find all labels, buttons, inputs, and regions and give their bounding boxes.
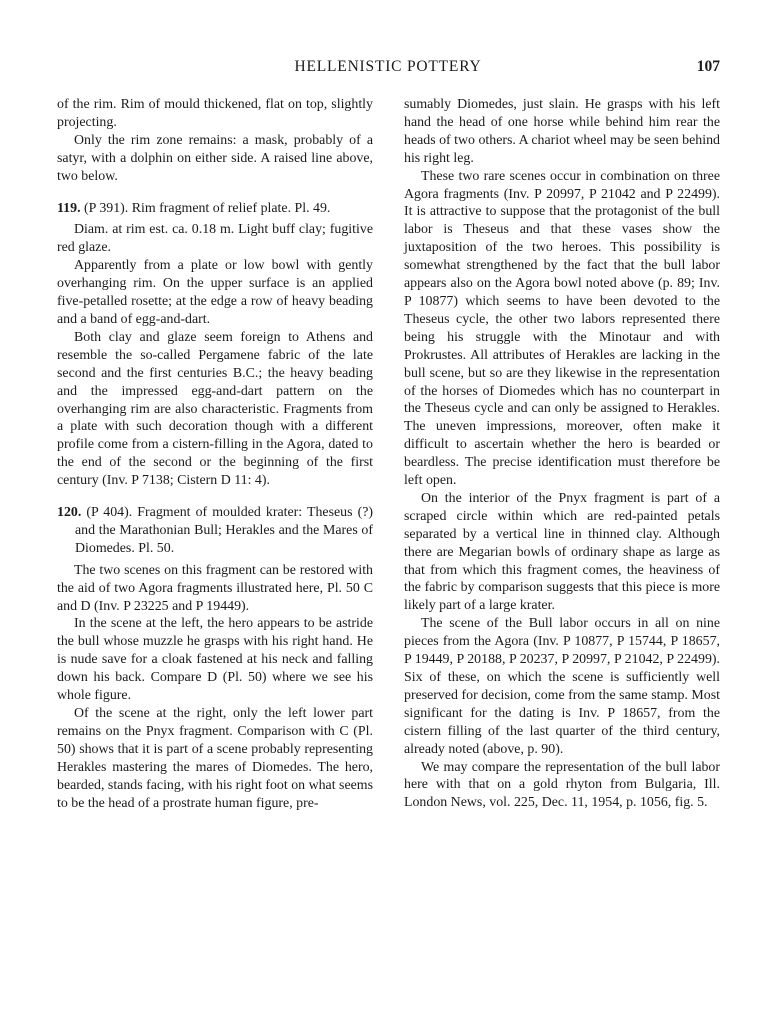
paragraph: We may compare the representation of the bull labor here with that on a gold rhyton from Bulgaria, Ill. London News, vol. 225, Dec. 11, 1954, p. 1056, fig. 5.	[404, 759, 720, 811]
paragraph: of the rim. Rim of mould thickened, flat on top, slightly projecting.	[57, 97, 373, 130]
paragraph: Of the scene at the right, only the left lower part remains on the Pnyx fragment. Comparison with C (Pl. 50) shows that it is part of a scene probably representing Herakles mastering the mares of Diomedes. The hero, bearded, stands facing, with his right foot on what seems to be the head of a prostrate human figure, pre-	[57, 706, 373, 811]
paragraph: Apparently from a plate or low bowl with gently overhanging rim. On the upper surface is an applied five-petalled rosette; at the edge a row of heavy beading and a band of egg-and-dart.	[57, 258, 373, 327]
running-header	[56, 58, 720, 82]
paragraph: Only the rim zone remains: a mask, probably of a satyr, with a dolphin on either side. A raised line above, two below.	[57, 132, 373, 184]
running-title: HELLENISTIC POTTERY	[294, 58, 482, 75]
paragraph: Both clay and glaze seem foreign to Athens and resemble the so-called Pergamene fabric of the late second and the first centuries B.C.; the heavy beading and the impressed egg-and-dart pattern on the overhanging rim are also characteristic. Fragments from a plate with such decoration though with a different profile come from a cistern-filling in the Agora, dated to the end of the second or the beginning of the first century (Inv. P 7138; Cistern D 11: 4).	[57, 329, 373, 489]
paragraph: sumably Diomedes, just slain. He grasps with his left hand the head of one horse while behind him rear the heads of two others. A chariot wheel may be seen behind his right leg.	[404, 97, 720, 166]
entry-heading: (P 391). Rim fragment of relief plate. Pl. 49.	[84, 200, 331, 216]
paragraph: The two scenes on this fragment can be restored with the aid of two Agora fragments illustrated here, Pl. 50 C and D (Inv. P 23225 and P 19449).	[57, 562, 373, 614]
paragraph: Diam. at rim est. ca. 0.18 m. Light buff clay; fugitive red glaze.	[57, 222, 373, 256]
paragraph: The scene of the Bull labor occurs in all on nine pieces from the Agora (Inv. P 10877, P 15744, P 18657, P 19449, P 20188, P 20237, P 20997, P 21042, P 22499). Six of these, on which the scene is sufficiently well preserved for decision, come from the same stamp. Most significant for the dating is Inv. P 18657, from the cistern filling of the last quarter of the third century, already noted (above, p. 90).	[404, 616, 720, 757]
page-number: 107	[696, 58, 720, 75]
paragraph: In the scene at the left, the hero appears to be astride the bull whose muzzle he grasps with his right hand. He is nude save for a cloak fastened at his neck and falling down his back. Compare D (Pl. 50) where we see his whole figure.	[57, 616, 373, 704]
entry-number: 120.	[57, 505, 82, 521]
right-column	[404, 96, 720, 812]
paragraph: These two rare scenes occur in combination on three Agora fragments (Inv. P 20997, P 21042 and P 22499). It is attractive to suppose that the protagonist of the bull labor is Theseus and that these vases show the juxtaposition of the two heroes. This possibility is somewhat strengthened by the fact that the bull labor appears also on the Agora bowl noted above (p. 89; Inv. P 10877) which seems to have been devoted to the Theseus cycle, the other two labors represented there being his struggle with the Minotaur and with Prokrustes. All attributes of Herakles are lacking in the bull scene, but so are they likewise in the representation of the horses of Diomedes which has no counterpart in the Theseus cycle and can only be assigned to Herakles. The uneven impressions, moreover, often make it difficult to ascertain whether the hero is bearded or beardless. The precise identification must therefore be left open.	[404, 168, 720, 489]
entry-heading: (P 404). Fragment of moulded krater: Theseus (?) and the Marathonian Bull; Herakles and the Mares of Diomedes. Pl. 50.	[75, 505, 373, 556]
catalogue-entry-119-heading	[57, 200, 373, 218]
entry-number: 119.	[57, 200, 81, 216]
catalogue-entry-120-heading	[57, 504, 373, 558]
paragraph: On the interior of the Pnyx fragment is part of a scraped circle within which are red-painted petals separated by a vertical line in thinned clay. Although there are Megarian bowls of ordinary shape as large as that from which this fragment comes, the heaviness of the fabric by comparison suggests that this piece is more likely part of a large krater.	[404, 490, 720, 614]
left-column	[57, 96, 373, 812]
